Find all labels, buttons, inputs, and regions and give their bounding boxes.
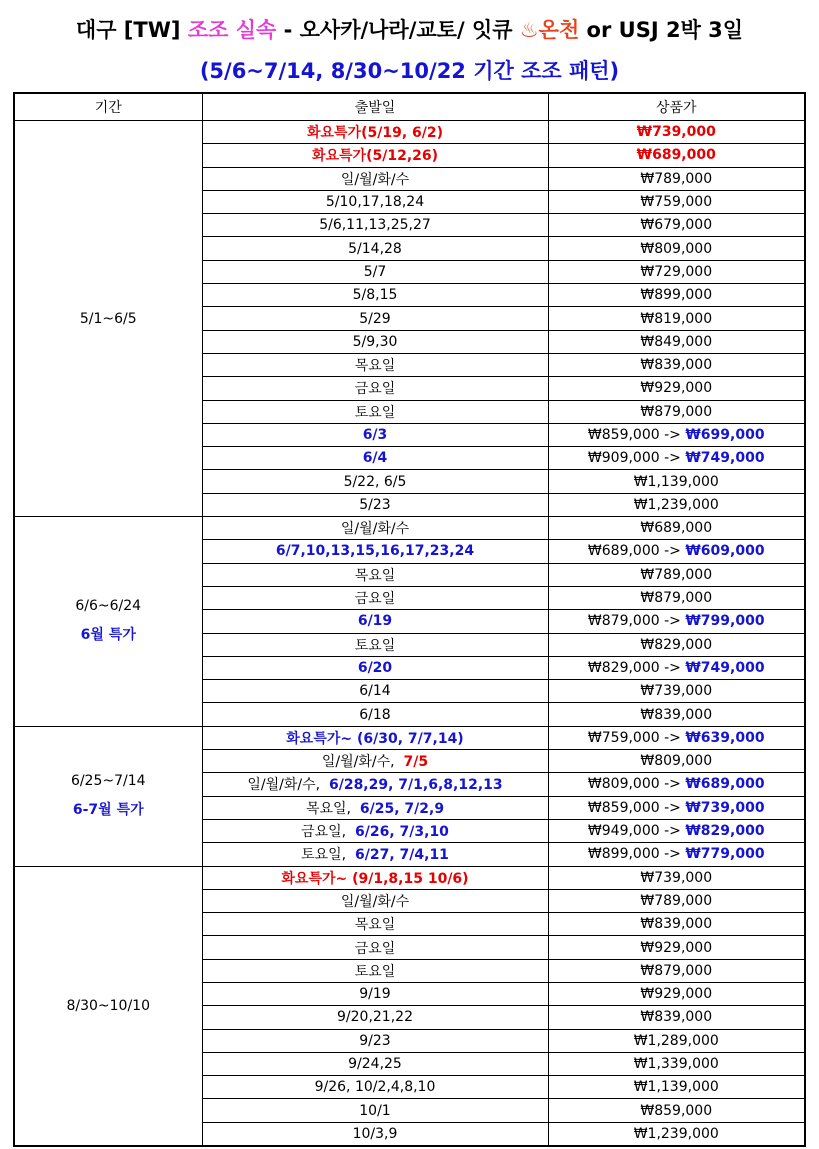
header-period: 기간: [14, 93, 202, 121]
price-cell: [548, 517, 805, 540]
price-cell: [548, 447, 805, 470]
departure-cell: [202, 866, 548, 889]
special-price: ₩749,000: [685, 450, 765, 467]
price-cell: [548, 866, 805, 889]
departure-date: 화요특가~ (6/30, 7/7,14): [286, 730, 464, 747]
departure-date: 6/25, 7/2,9: [359, 800, 445, 817]
departure-cell: [202, 726, 548, 749]
price-cell: [548, 1076, 805, 1099]
price: ₩839,000: [640, 357, 713, 374]
title-part2: - 오사카/나라/교토/ 잇큐: [276, 18, 520, 42]
original-price: ₩899,000: [587, 846, 660, 863]
price: ₩729,000: [640, 263, 713, 280]
price: ₩839,000: [640, 916, 713, 933]
departure-cell: [202, 610, 548, 633]
price: ₩929,000: [640, 986, 713, 1003]
departure-date: 5/29: [359, 310, 391, 327]
price: ₩1,339,000: [633, 1056, 719, 1073]
departure-date: 7/5: [403, 754, 429, 771]
departure-cell: [202, 1029, 548, 1052]
departure-cell: [202, 493, 548, 516]
table-row: [14, 866, 805, 889]
departure-cell: [202, 796, 548, 819]
departure-date: 5/7: [363, 263, 387, 280]
departure-cell: [202, 517, 548, 540]
original-price: ₩859,000: [587, 427, 660, 443]
departure-date: 금요일: [354, 591, 396, 608]
price: ₩679,000: [640, 217, 713, 234]
price: ₩1,139,000: [633, 1079, 719, 1096]
departure-cell: [202, 633, 548, 656]
price-cell: [548, 982, 805, 1005]
arrow: ->: [659, 776, 686, 793]
departure-cell: [202, 144, 548, 167]
price-cell: [548, 773, 805, 796]
period-cell: [14, 121, 202, 517]
price: ₩789,000: [640, 170, 713, 187]
departure-date: 10/3,9: [352, 1125, 398, 1142]
departure-cell: [202, 423, 548, 446]
departure-weekday: 일/월/화/수,: [247, 777, 321, 794]
price: ₩859,000: [640, 1102, 713, 1119]
special-price: ₩749,000: [685, 659, 765, 676]
price: ₩689,000: [640, 520, 713, 537]
departure-date: 6/19: [357, 613, 393, 630]
departure-cell: [202, 1122, 548, 1146]
price-cell: [548, 237, 805, 260]
departure-date: 5/10,17,18,24: [325, 194, 425, 211]
price: ₩759,000: [640, 194, 713, 211]
departure-cell: [202, 190, 548, 213]
departure-date: 9/19: [359, 986, 391, 1003]
departure-date: 금요일: [354, 940, 396, 957]
departure-cell: [202, 889, 548, 912]
price: ₩809,000: [640, 240, 713, 257]
departure-weekday: 금요일,: [301, 824, 347, 841]
price: ₩1,139,000: [633, 473, 719, 490]
price-cell: [548, 796, 805, 819]
price: ₩879,000: [640, 403, 713, 420]
departure-weekday: 목요일,: [305, 800, 351, 817]
arrow: ->: [659, 846, 686, 863]
price-cell: [548, 680, 805, 703]
price-cell: [548, 563, 805, 586]
departure-cell: [202, 959, 548, 982]
price: ₩689,000: [636, 147, 716, 164]
price-cell: [548, 1006, 805, 1029]
price-cell: [548, 144, 805, 167]
departure-weekday: 일/월/화/수,: [321, 754, 395, 771]
price-cell: [548, 889, 805, 912]
price-cell: [548, 1052, 805, 1075]
departure-date: 6/26, 7/3,10: [355, 824, 449, 841]
departure-date: 6/14: [359, 683, 391, 700]
departure-cell: [202, 1076, 548, 1099]
special-price: ₩609,000: [685, 543, 765, 560]
departure-cell: [202, 167, 548, 190]
price: ₩849,000: [640, 333, 713, 350]
departure-date: 5/14,28: [348, 240, 402, 257]
price: ₩809,000: [640, 753, 713, 770]
price-cell: [548, 493, 805, 516]
arrow: ->: [659, 823, 686, 840]
arrow: ->: [659, 613, 686, 630]
price-cell: [548, 703, 805, 726]
special-price: ₩699,000: [685, 427, 765, 443]
price: ₩739,000: [640, 683, 713, 700]
price-cell: [548, 307, 805, 330]
price-cell: [548, 726, 805, 749]
original-price: ₩879,000: [587, 613, 660, 630]
price-cell: [548, 284, 805, 307]
title-onsen: 온천: [538, 18, 580, 42]
special-price: ₩689,000: [685, 776, 765, 793]
arrow: ->: [659, 543, 686, 560]
price: ₩929,000: [640, 939, 713, 956]
departure-date: 일/월/화/수: [340, 171, 410, 188]
original-price: ₩909,000: [587, 450, 660, 467]
price-cell: [548, 1099, 805, 1122]
hot-spring-icon: ♨: [519, 18, 539, 42]
departure-date: 목요일: [354, 358, 396, 375]
departure-date: 토요일: [354, 404, 396, 421]
arrow: ->: [659, 427, 686, 443]
price-cell: [548, 423, 805, 446]
price: ₩899,000: [640, 287, 713, 304]
departure-cell: [202, 307, 548, 330]
page-subtitle: (5/6~7/14, 8/30~10/22 기간 조조 패턴): [199, 59, 620, 83]
period-special-label: 6-7월 특가: [72, 802, 144, 819]
price: ₩739,000: [640, 869, 713, 886]
price-cell: [548, 1122, 805, 1146]
departure-date: 5/23: [359, 496, 391, 513]
original-price: ₩859,000: [587, 799, 660, 816]
price: ₩829,000: [640, 636, 713, 653]
price-cell: [548, 190, 805, 213]
departure-cell: [202, 819, 548, 842]
departure-date: 6/4: [362, 450, 388, 467]
price: ₩879,000: [640, 962, 713, 979]
header-departure: 출발일: [202, 93, 548, 121]
price-cell: [548, 214, 805, 237]
departure-date: 토요일: [354, 637, 396, 654]
special-price: ₩739,000: [685, 799, 765, 816]
price: ₩929,000: [640, 380, 713, 397]
departure-date: 9/20,21,22: [337, 1009, 413, 1026]
departure-cell: [202, 563, 548, 586]
table-row: [14, 517, 805, 540]
departure-cell: [202, 1099, 548, 1122]
price-cell: [548, 936, 805, 959]
price: ₩1,239,000: [633, 496, 719, 513]
period-label: 6/25~7/14: [70, 773, 146, 790]
departure-date: 5/6,11,13,25,27: [319, 217, 431, 234]
original-price: ₩759,000: [587, 729, 660, 746]
departure-date: 일/월/화/수: [340, 893, 410, 910]
arrow: ->: [659, 659, 686, 676]
departure-date: 화요특가~ (9/1,8,15 10/6): [281, 870, 469, 887]
departure-date: 목요일: [354, 567, 396, 584]
price-cell: [548, 353, 805, 376]
price-cell: [548, 167, 805, 190]
title-highlight: 조조 실속: [187, 18, 277, 42]
departure-date: 10/1: [359, 1102, 391, 1119]
departure-cell: [202, 750, 548, 773]
price: ₩819,000: [640, 310, 713, 327]
departure-cell: [202, 377, 548, 400]
departure-date: 5/9,30: [352, 333, 398, 350]
departure-cell: [202, 703, 548, 726]
price-cell: [548, 540, 805, 563]
price-cell: [548, 377, 805, 400]
departure-date: 5/22, 6/5: [343, 473, 407, 490]
original-price: ₩689,000: [587, 543, 660, 560]
departure-cell: [202, 1052, 548, 1075]
price-cell: [548, 843, 805, 866]
price-cell: [548, 913, 805, 936]
title-part3: or USJ 2박 3일: [579, 18, 744, 42]
special-price: ₩799,000: [685, 613, 765, 630]
price-cell: [548, 610, 805, 633]
price: ₩839,000: [640, 706, 713, 723]
original-price: ₩949,000: [587, 823, 660, 840]
departure-cell: [202, 330, 548, 353]
departure-cell: [202, 586, 548, 609]
departure-cell: [202, 843, 548, 866]
departure-cell: [202, 353, 548, 376]
header-price: 상품가: [548, 93, 805, 121]
departure-cell: [202, 656, 548, 679]
departure-cell: [202, 400, 548, 423]
departure-date: 5/8,15: [352, 287, 398, 304]
table-row: [14, 726, 805, 749]
price-cell: [548, 959, 805, 982]
price: ₩789,000: [640, 892, 713, 909]
special-price: ₩829,000: [685, 823, 765, 840]
period-label: 5/1~6/5: [79, 310, 137, 327]
departure-cell: [202, 1006, 548, 1029]
departure-cell: [202, 470, 548, 493]
arrow: ->: [659, 450, 686, 467]
special-price: ₩639,000: [685, 729, 765, 746]
departure-cell: [202, 982, 548, 1005]
period-label: 6/6~6/24: [75, 598, 142, 615]
departure-cell: [202, 214, 548, 237]
departure-date: 6/7,10,13,15,16,17,23,24: [275, 543, 475, 560]
period-cell: [14, 726, 202, 866]
price: ₩1,289,000: [633, 1032, 719, 1049]
departure-date: 화요특가(5/19, 6/2): [306, 125, 444, 142]
price: ₩879,000: [640, 590, 713, 607]
price: ₩739,000: [636, 124, 716, 141]
departure-date: 6/27, 7/4,11: [355, 847, 449, 864]
price-cell: [548, 586, 805, 609]
period-cell: [14, 517, 202, 727]
departure-date: 6/28,29, 7/1,6,8,12,13: [328, 777, 503, 794]
original-price: ₩829,000: [587, 659, 660, 676]
departure-date: 6/3: [362, 427, 388, 443]
departure-date: 일/월/화/수: [340, 521, 410, 538]
price-cell: [548, 470, 805, 493]
price-table: [13, 92, 806, 1147]
price: ₩789,000: [640, 566, 713, 583]
period-cell: [14, 866, 202, 1146]
departure-cell: [202, 121, 548, 144]
price-cell: [548, 1029, 805, 1052]
departure-date: 6/20: [357, 659, 393, 676]
departure-cell: [202, 680, 548, 703]
price-cell: [548, 633, 805, 656]
price-cell: [548, 750, 805, 773]
departure-date: 토요일: [354, 963, 396, 980]
price-cell: [548, 400, 805, 423]
price: ₩1,239,000: [633, 1125, 719, 1142]
departure-date: 화요특가(5/12,26): [311, 148, 439, 165]
departure-date: 금요일: [354, 381, 396, 398]
special-price: ₩779,000: [685, 846, 765, 863]
table-header-row: [14, 93, 805, 121]
arrow: ->: [659, 799, 686, 816]
departure-cell: [202, 447, 548, 470]
departure-date: 9/26, 10/2,4,8,10: [314, 1079, 436, 1096]
departure-cell: [202, 260, 548, 283]
page-title: [0, 14, 819, 44]
price-cell: [548, 819, 805, 842]
price-cell: [548, 330, 805, 353]
original-price: ₩809,000: [587, 776, 660, 793]
period-label: 8/30~10/10: [66, 997, 150, 1014]
period-special-label: 6월 특가: [80, 627, 136, 644]
arrow: ->: [659, 729, 686, 746]
title-part1: 대구 [TW]: [75, 18, 188, 42]
departure-cell: [202, 936, 548, 959]
departure-date: 9/24,25: [348, 1056, 402, 1073]
departure-weekday: 토요일,: [301, 847, 347, 864]
table-body: [14, 121, 805, 1147]
departure-date: 목요일: [354, 917, 396, 934]
departure-cell: [202, 540, 548, 563]
price-cell: [548, 121, 805, 144]
price: ₩839,000: [640, 1009, 713, 1026]
departure-cell: [202, 284, 548, 307]
departure-cell: [202, 913, 548, 936]
table-row: [14, 121, 805, 144]
departure-cell: [202, 237, 548, 260]
departure-date: 9/23: [359, 1032, 391, 1049]
price-cell: [548, 656, 805, 679]
departure-cell: [202, 773, 548, 796]
departure-date: 6/18: [359, 706, 391, 723]
price-cell: [548, 260, 805, 283]
